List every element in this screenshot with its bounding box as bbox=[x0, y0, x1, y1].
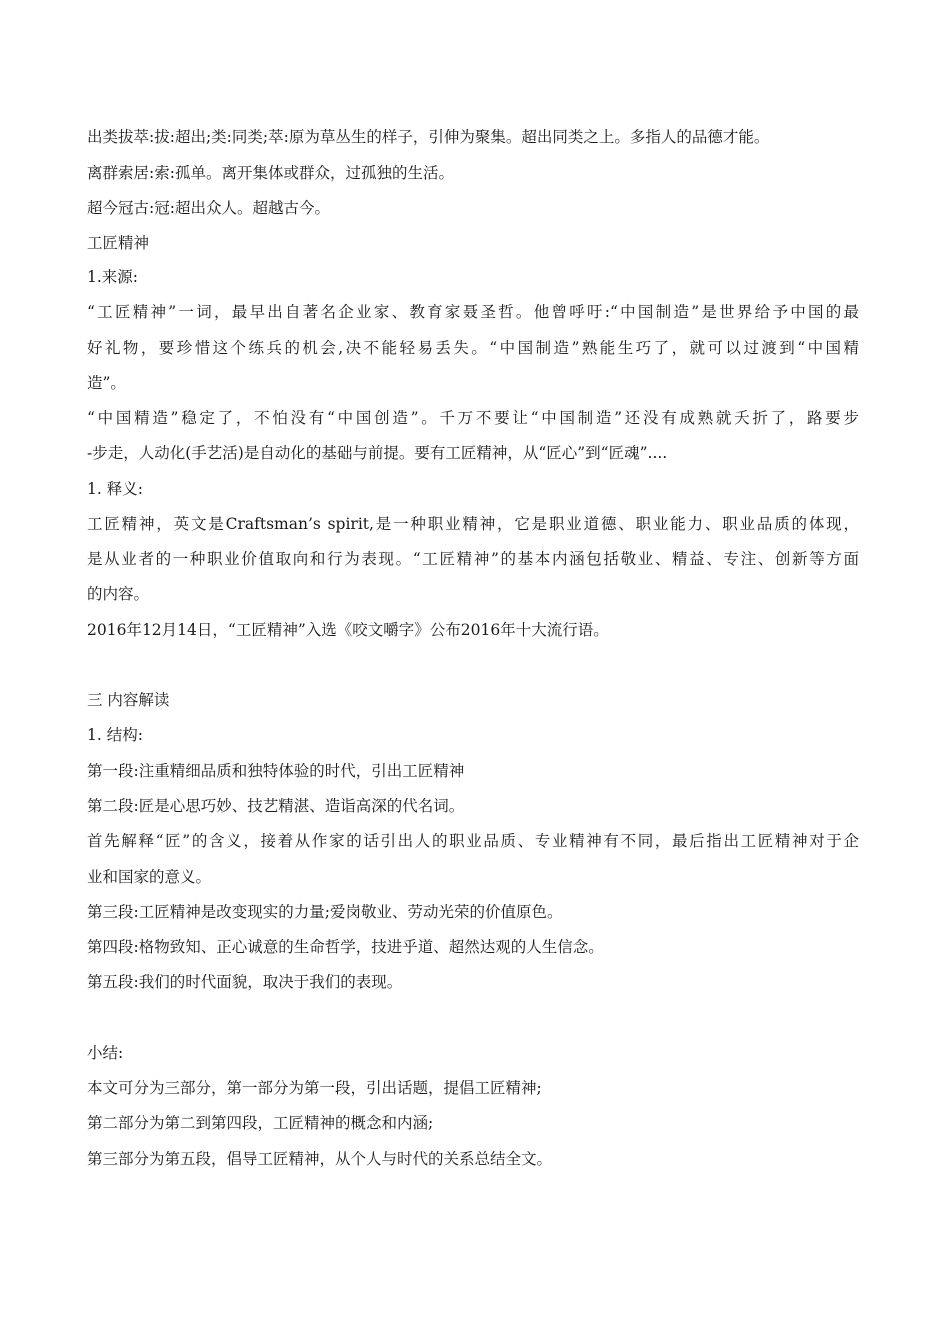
structure-line: 首先解释“匠”的含义，接着从作家的话引出人的职业品质、专业精神有不同，最后指出工匠精神对于企 bbox=[87, 832, 859, 850]
origin-heading: 1.来源: bbox=[87, 268, 139, 286]
meaning-line: 的内容。 bbox=[87, 585, 150, 603]
structure-line: 业和国家的意义。 bbox=[87, 868, 212, 886]
meaning-line: 是从业者的一种职业价值取向和行为表现。“工匠精神”的基本内涵包括敬业、精益、专注、创新等方面 bbox=[87, 550, 859, 568]
structure-line: 第一段:注重精细品质和独特体验的时代，引出工匠精神 bbox=[87, 762, 465, 780]
origin-line: 造”。 bbox=[87, 374, 126, 392]
summary-line: 本文可分为三部分，第一部分为第一段，引出话题，提倡工匠精神; bbox=[87, 1079, 542, 1097]
interpretation-heading: 三 内容解读 bbox=[87, 691, 170, 709]
idiom-line: 离群索居:索:孤单。离开集体或群众，过孤独的生活。 bbox=[87, 164, 454, 182]
summary-line: 第三部分为第五段，倡导工匠精神，从个人与时代的关系总结全文。 bbox=[87, 1150, 553, 1168]
origin-line: “中国精造”稳定了，不怕没有“中国创造”。千万不要让“中国制造”还没有成熟就夭折了，路要步 bbox=[87, 409, 859, 427]
meaning-line: 工匠精神，英文是Craftsman’s spirit,是一种职业精神，它是职业道德、职业能力、职业品质的体现， bbox=[87, 515, 859, 533]
meaning-heading: 1. 释义: bbox=[87, 480, 143, 498]
section-title: 工匠精神 bbox=[87, 234, 150, 252]
summary-line: 第二部分为第二到第四段，工匠精神的概念和内涵; bbox=[87, 1114, 434, 1132]
meaning-line: 2016年12月14日，“工匠精神”入选《咬文嚼字》公布2016年十大流行语。 bbox=[87, 621, 609, 639]
origin-line: 好礼物，要珍惜这个练兵的机会,决不能轻易丢失。“中国制造”熟能生巧了，就可以过渡到“中国精 bbox=[87, 339, 859, 357]
origin-line: -步走，人动化(手艺活)是自动化的基础与前提。要有工匠精神，从“匠心”到“匠魂”.... bbox=[87, 444, 668, 462]
structure-line: 第四段:格物致知、正心诚意的生命哲学，技进乎道、超然达观的人生信念。 bbox=[87, 938, 604, 956]
summary-heading: 小结: bbox=[87, 1044, 124, 1062]
structure-line: 第二段:匠是心思巧妙、技艺精湛、造诣高深的代名词。 bbox=[87, 797, 465, 815]
origin-line: “工匠精神”一词，最早出自著名企业家、教育家聂圣哲。他曾呼吁:“中国制造”是世界给予中国的最 bbox=[87, 303, 859, 321]
idiom-line: 出类拔萃:拔:超出;类:同类;萃:原为草丛生的样子，引伸为聚集。超出同类之上。多指人的品德才能。 bbox=[87, 128, 770, 146]
structure-line: 第五段:我们的时代面貌，取决于我们的表现。 bbox=[87, 973, 403, 991]
structure-line: 第三段:工匠精神是改变现实的力量;爱岗敬业、劳动光荣的价值原色。 bbox=[87, 903, 563, 921]
structure-heading: 1. 结构: bbox=[87, 726, 143, 744]
idiom-line: 超今冠古:冠:超出众人。超越古今。 bbox=[87, 199, 330, 217]
